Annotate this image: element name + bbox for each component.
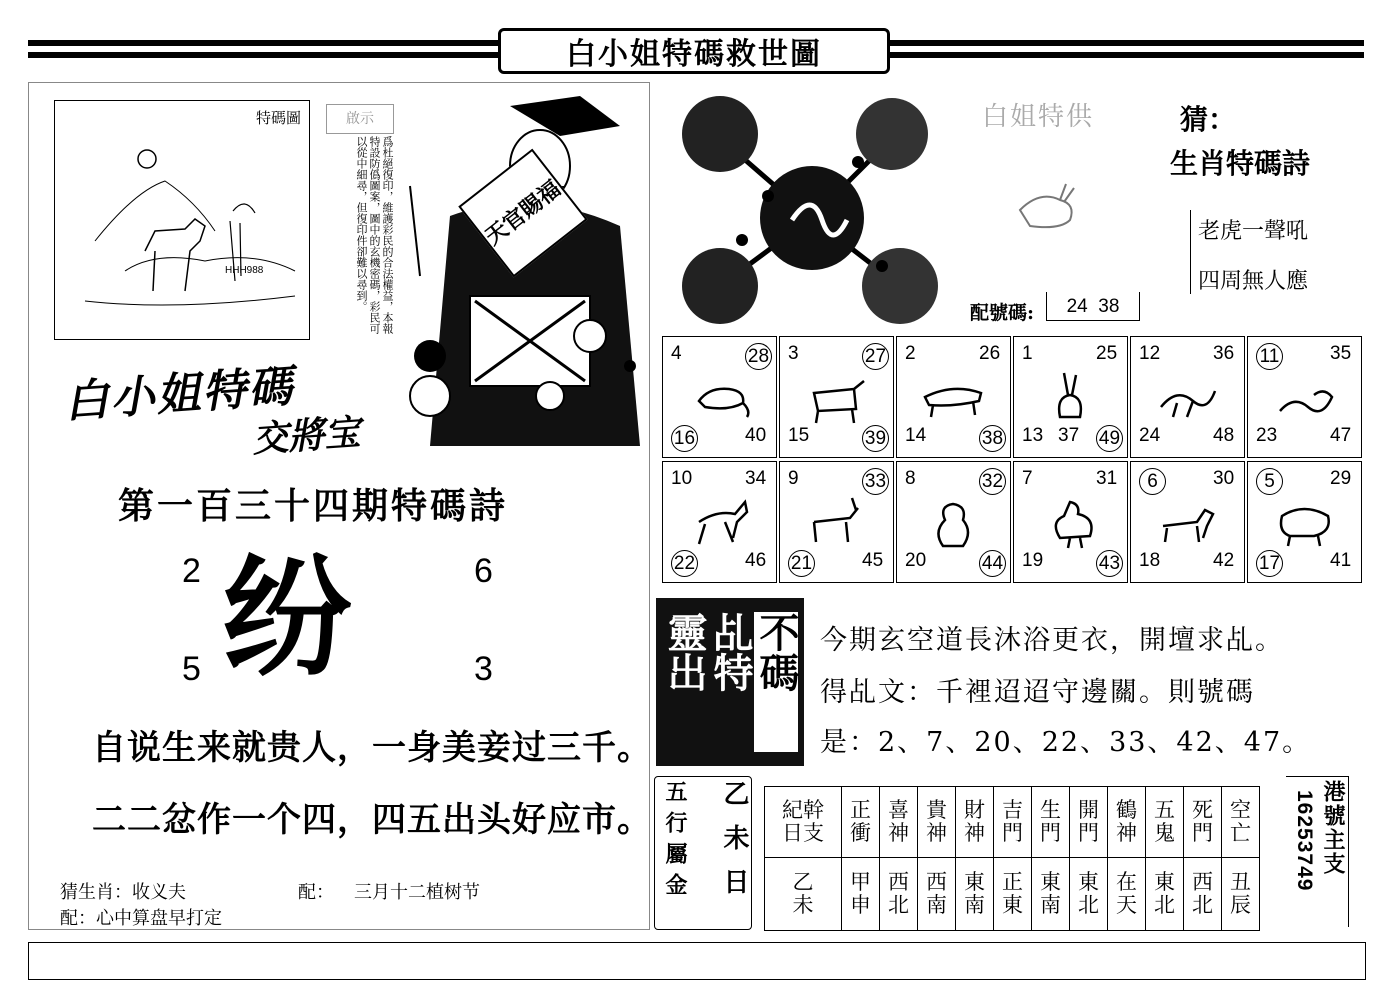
blessing-banner-text: 天官賜福 [480,175,566,251]
almanac-header-cell: 喜 神 [880,787,918,858]
spirit-line-1: 今期玄空道長沐浴更衣，開壇求乩。 [820,625,1284,656]
zodiac-number: 45 [862,550,884,571]
spirit-badge-col-1: 不碼 [754,612,798,752]
guess-value: 收义夫 [132,882,186,903]
almanac-header-cell: 吉 門 [994,787,1032,858]
zodiac-number: 20 [905,550,927,571]
almanac-value-cell: 西 南 [918,858,956,931]
zodiac-number: 44 [979,550,1006,577]
almanac-header-row [765,787,1260,858]
almanac-header-cell: 鶴 神 [1108,787,1146,858]
almanac-header-cell: 紀幹 日支 [765,787,842,858]
zodiac-number: 46 [745,550,767,571]
poem-big-char: 纷 [222,541,353,694]
verse-divider [1190,210,1191,294]
zodiac-number: 47 [1330,425,1352,446]
zodiac-grid [662,336,1366,586]
zodiac-number: 27 [862,343,889,370]
monkey-icon [923,492,985,550]
almanac-table [764,786,1260,931]
zodiac-cell [662,336,777,458]
verse-subtitle: 生肖特碼詩 [1170,148,1311,179]
spirit-badge-col-3: 靈出 [661,612,708,692]
almanac-value-cell: 東 北 [1146,858,1184,931]
corner-number-tr: 6 [474,552,493,590]
pair-value-2: 心中算盘早打定 [96,908,222,929]
zodiac-number: 49 [1096,425,1123,452]
dog-icon [1157,492,1219,550]
hk-label: 港號主支 [1321,780,1346,876]
horse-icon [689,492,751,550]
notice-text: 爲杜絕復印，維護彩民的合法權益，本報特設防僞圖案，圖中的玄機密碼，彩民可以從中細尋，但復印件卻難以尋到。 [355,136,394,334]
almanac-value-cell: 東 南 [956,858,994,931]
zodiac-number: 42 [1213,550,1235,571]
almanac-header-cell: 五 鬼 [1146,787,1184,858]
zodiac-number: 17 [1256,550,1283,577]
zodiac-cell [662,461,777,583]
almanac-header-cell: 開 門 [1070,787,1108,858]
zodiac-cell [779,336,894,458]
brand-line-2: 交將宝 [250,411,362,461]
almanac-value-cell: 丑 辰 [1222,858,1260,931]
brand-line-1: 白小姐特碼 [62,361,296,428]
almanac-value-cell: 乙 未 [765,858,842,931]
zodiac-number: 12 [1139,343,1161,364]
zodiac-number: 3 [788,343,799,364]
spirit-line-3: 是：2、7、20、22、33、42、47。 [820,727,1312,758]
almanac-header-cell: 生 門 [1032,787,1070,858]
zodiac-number: 29 [1330,468,1352,489]
guess-label: 猜生肖： [60,882,132,903]
corner-number-bl: 5 [182,650,201,688]
zodiac-cell [896,461,1011,583]
zodiac-cell [896,336,1011,458]
rat-icon [689,367,751,425]
zodiac-number: 7 [1022,468,1033,489]
chart-sketch-box [54,100,310,340]
zodiac-number: 13 [1022,425,1044,446]
zodiac-number: 5 [1256,468,1283,495]
almanac-header-cell: 財 神 [956,787,994,858]
zodiac-number: 6 [1139,468,1166,495]
zodiac-number: 43 [1096,550,1123,577]
rabbit-icon [1040,367,1102,425]
almanac-header-cell: 死 門 [1184,787,1222,858]
spirit-line-2: 得乩文：千裡迢迢守邊關。則號碼 [820,677,1255,708]
almanac-value-row [765,858,1260,931]
zodiac-number: 11 [1256,343,1283,370]
rabbit-watermark-icon [1010,180,1082,234]
pair-row-2 [60,904,222,930]
pair-number-label: 配號碼: [970,302,1035,324]
goat-icon [806,492,868,550]
footer-frame [28,942,1366,980]
zodiac-number: 31 [1096,468,1118,489]
guess-row [60,878,186,904]
almanac-header-cell: 正 衝 [842,787,880,858]
zodiac-cell [1130,336,1245,458]
zodiac-number: 21 [788,550,815,577]
zodiac-cell [1130,461,1245,583]
snake-icon [1274,367,1336,425]
zodiac-number: 14 [905,425,927,446]
zodiac-cell [1013,336,1128,458]
pig-icon [1274,492,1336,550]
corner-number-br: 3 [474,650,493,688]
verse-line-1: 老虎一聲吼 [1198,219,1309,244]
zodiac-number: 41 [1330,550,1352,571]
poem-line-1: 自说生来就贵人，一身美妾过三千。 [92,728,652,768]
zodiac-number: 33 [862,468,889,495]
zodiac-number: 34 [745,468,767,489]
issue-title: 第一百三十四期特碼詩 [118,485,509,527]
spirit-badge [656,598,804,766]
zodiac-number: 22 [671,550,698,577]
element-date: 乙未日 [719,780,749,912]
almanac-value-cell: 西 北 [880,858,918,931]
zodiac-number: 16 [671,425,698,452]
zodiac-number: 8 [905,468,916,489]
zodiac-number: 19 [1022,550,1044,571]
zodiac-number: 24 [1139,425,1161,446]
zodiac-number: 4 [671,343,682,364]
almanac-value-cell: 在 天 [1108,858,1146,931]
page-title: 白小姐特碼救世圖 [498,28,890,74]
zodiac-number: 2 [905,343,916,364]
zodiac-cell [779,461,894,583]
zodiac-number: 38 [979,425,1006,452]
zodiac-cell [1247,336,1362,458]
almanac-header-cell: 空 亡 [1222,787,1260,858]
pair-number-values: 24 38 [1046,292,1140,321]
zodiac-number: 36 [1213,343,1235,364]
hk-number: 16253749 [1293,790,1316,892]
pair-label-1: 配： [298,882,334,903]
zodiac-number: 25 [1096,343,1118,364]
zodiac-number: 28 [745,343,772,370]
zodiac-number: 9 [788,468,799,489]
almanac-header-cell: 貴 神 [918,787,956,858]
zodiac-number: 40 [745,425,767,446]
ox-icon [806,367,868,425]
zodiac-number: 1 [1022,343,1033,364]
zodiac-number: 48 [1213,425,1235,446]
tiger-icon [923,367,985,425]
zodiac-number: 10 [671,468,693,489]
zodiac-number: 35 [1330,343,1352,364]
zodiac-number: 37 [1058,425,1080,446]
rooster-icon [1040,492,1102,550]
pair-value-1: 三月十二植树节 [354,882,480,903]
zodiac-number: 30 [1213,468,1235,489]
zodiac-number: 32 [979,468,1006,495]
zodiac-number: 18 [1139,550,1161,571]
element-type: 五行屬金 [662,780,688,904]
chart-label: 特碼圖 [255,109,301,127]
watermark-text: 白姐特供 [982,102,1095,132]
almanac-value-cell: 東 北 [1070,858,1108,931]
almanac-value-cell: 西 北 [1184,858,1222,931]
poem-line-2: 二二忿作一个四，四五出头好应市。 [92,800,652,840]
pair-row-1 [298,878,480,904]
notice-label: 啟示 [326,104,394,134]
almanac-value-cell: 正 東 [994,858,1032,931]
pair-label-2: 配： [60,908,96,929]
guess-label-right: 猜： [1180,103,1237,136]
zodiac-number: 23 [1256,425,1278,446]
zodiac-number: 15 [788,425,810,446]
sketch-landscape-icon [55,101,309,339]
zodiac-cell [1247,461,1362,583]
almanac-value-cell: 甲 申 [842,858,880,931]
zodiac-molecule-icon [672,90,942,326]
dragon-icon [1157,367,1219,425]
verse-line-2: 四周無人應 [1198,269,1309,294]
zodiac-cell [1013,461,1128,583]
almanac-value-cell: 東 南 [1032,858,1070,931]
sketch-tag: HHH988 [225,265,264,276]
zodiac-number: 39 [862,425,889,452]
corner-number-tl: 2 [182,552,201,590]
zodiac-number: 26 [979,343,1001,364]
spirit-badge-col-2: 乩特 [707,612,754,692]
